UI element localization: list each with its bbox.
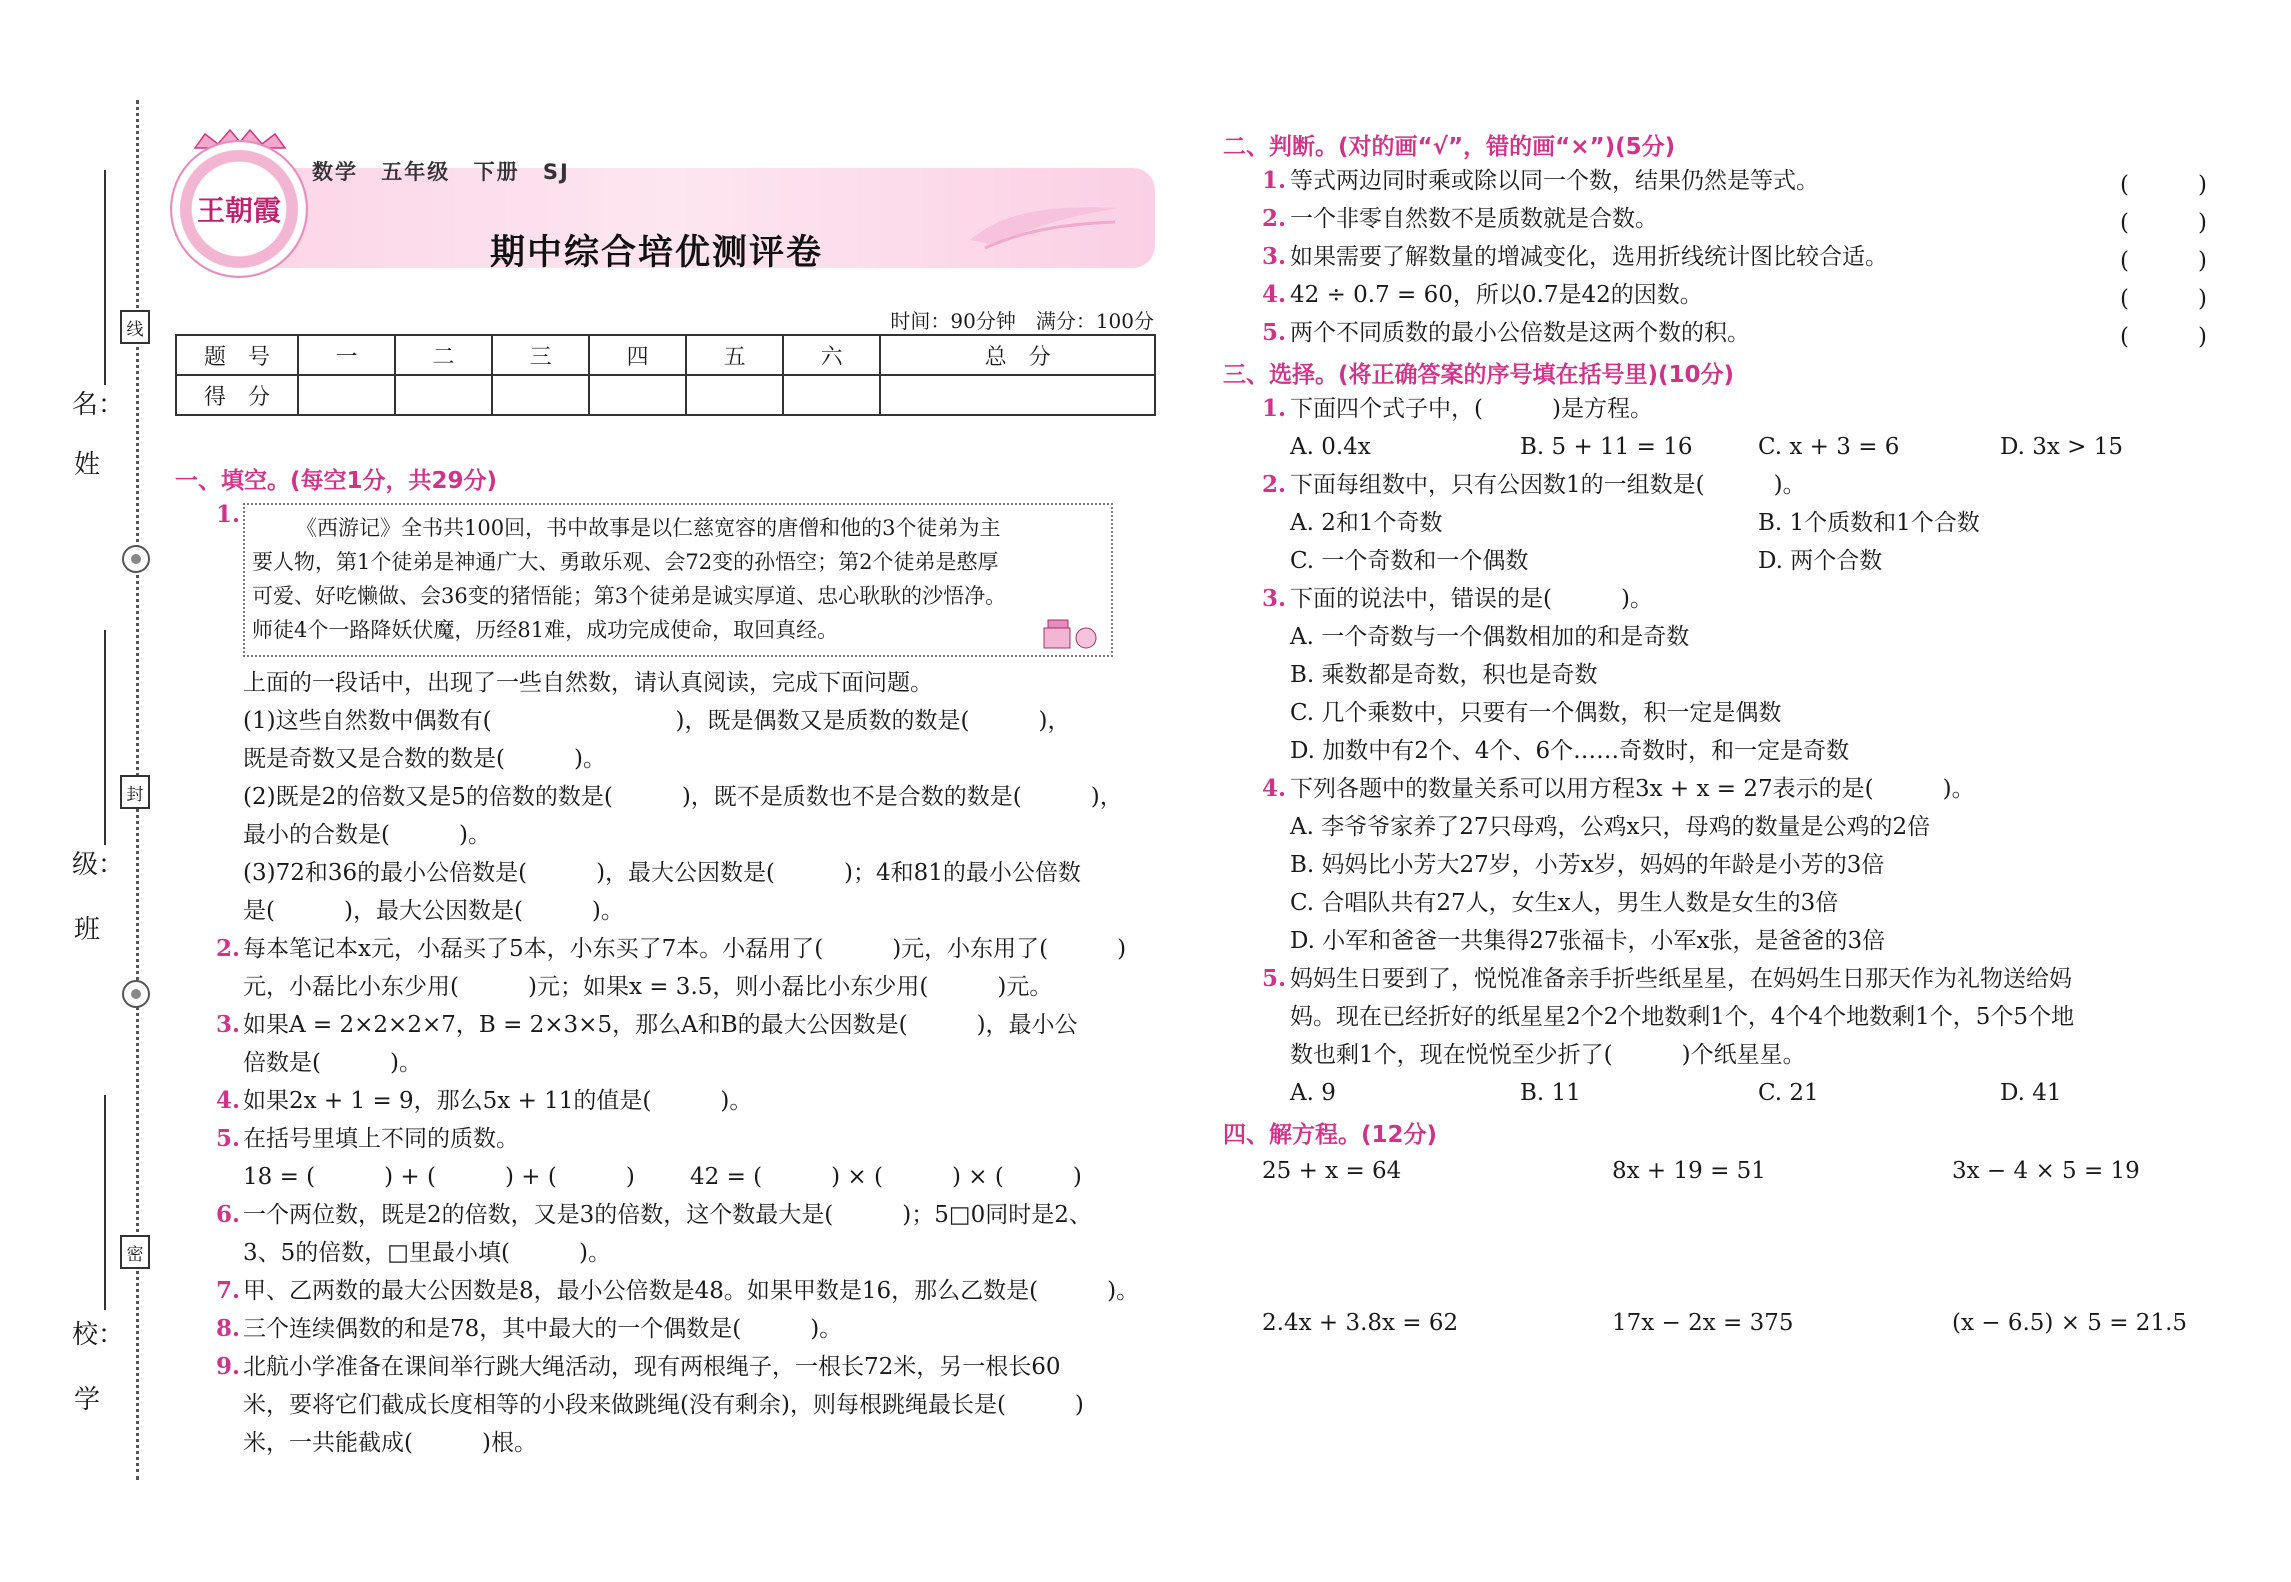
q3-line: 如果A = 2×2×2×7，B = 2×3×5，那么A和B的最大公因数是( )，最小公 [243, 1012, 1078, 1038]
q1-sub1-cont: 既是奇数又是合数的数是( )。 [243, 746, 606, 772]
choice-option: C. 一个奇数和一个偶数 [1290, 548, 1529, 574]
equation: (x − 6.5) × 5 = 21.5 [1952, 1310, 2188, 1336]
choice-option: D. 3x > 15 [2000, 434, 2124, 460]
q-number: 5. [216, 1125, 241, 1152]
books-decoration-icon [1040, 610, 1104, 650]
q-number: 2. [216, 935, 241, 962]
score-blank[interactable] [395, 375, 492, 415]
score-cell: 五 [686, 335, 783, 375]
score-cell: 四 [589, 335, 686, 375]
choice-option: A. 2和1个奇数 [1290, 510, 1443, 536]
q2-line: 元，小磊比小东少用( )元；如果x = 3.5，则小磊比小东少用( )元。 [243, 974, 1053, 1000]
q1-intro: 上面的一段话中，出现了一些自然数，请认真阅读，完成下面问题。 [243, 670, 933, 696]
name-blank [104, 170, 106, 385]
q-number: 3. [1262, 585, 1287, 612]
choice-option: A. 0.4x [1290, 434, 1371, 460]
equation: 3x − 4 × 5 = 19 [1952, 1158, 2140, 1184]
q5-eq-b: 42 = ( ) × ( ) × ( ) [690, 1164, 1082, 1190]
score-cell: 得 分 [176, 375, 298, 415]
q-number: 3. [1262, 243, 1287, 270]
section-4-heading: 四、解方程。(12分) [1223, 1122, 1438, 1148]
equation: 17x − 2x = 375 [1612, 1310, 1794, 1336]
score-blank[interactable] [783, 375, 880, 415]
school-label-2: 校： [72, 1320, 125, 1350]
choice-option: D. 加数中有2个、4个、6个……奇数时，和一定是奇数 [1290, 738, 1850, 764]
choice-option: C. 几个乘数中，只要有一个偶数，积一定是偶数 [1290, 700, 1782, 726]
judge-answer-blank[interactable]: ( ) [2120, 248, 2207, 274]
choice-question: 下面四个式子中，( )是方程。 [1290, 396, 1653, 422]
score-blank[interactable] [880, 375, 1155, 415]
choice-option: C. 合唱队共有27人，女生x人，男生人数是女生的3倍 [1290, 890, 1839, 916]
q5-line: 在括号里填上不同的质数。 [243, 1126, 519, 1152]
passage-line: 要人物，第1个徒弟是神通广大、勇敢乐观、会72变的孙悟空；第2个徒弟是憨厚 [252, 550, 999, 574]
score-cell: 六 [783, 335, 880, 375]
swoosh-decoration [965, 200, 1125, 250]
q-number: 2. [1262, 471, 1287, 498]
score-table [175, 334, 1156, 416]
q3-line: 倍数是( )。 [243, 1050, 422, 1076]
q4-line: 如果2x + 1 = 9，那么5x + 11的值是( )。 [243, 1088, 753, 1114]
judge-item: 等式两边同时乘或除以同一个数，结果仍然是等式。 [1290, 168, 1819, 194]
q-number: 4. [1262, 281, 1287, 308]
score-cell: 总 分 [880, 335, 1155, 375]
q8-line: 三个连续偶数的和是78，其中最大的一个偶数是( )。 [243, 1316, 843, 1342]
choice-option: C. x + 3 = 6 [1758, 434, 1900, 460]
binding-hole-1 [122, 545, 150, 573]
choice-option: A. 李爷爷家养了27只母鸡，公鸡x只，母鸡的数量是公鸡的2倍 [1290, 814, 1931, 840]
score-blank[interactable] [686, 375, 783, 415]
binding-hole-2 [122, 980, 150, 1008]
choice-question: 妈妈生日要到了，悦悦准备亲手折些纸星星，在妈妈生日那天作为礼物送给妈 [1290, 966, 2072, 992]
passage-line: 《西游记》全书共100回，书中故事是以仁慈宽容的唐僧和他的3个徒弟为主 [296, 516, 1001, 540]
class-blank [104, 630, 106, 845]
judge-answer-blank[interactable]: ( ) [2120, 172, 2207, 198]
q-number: 1. [1262, 395, 1287, 422]
q9-line: 北航小学准备在课间举行跳大绳活动，现有两根绳子，一根长72米，另一根长60 [243, 1354, 1061, 1380]
judge-item: 42 ÷ 0.7 = 60，所以0.7是42的因数。 [1290, 282, 1703, 308]
score-blank[interactable] [589, 375, 686, 415]
q1-sub3-cont: 是( )，最大公因数是( )。 [243, 898, 624, 924]
judge-answer-blank[interactable]: ( ) [2120, 324, 2207, 350]
score-cell: 二 [395, 335, 492, 375]
judge-item: 一个非零自然数不是质数就是合数。 [1290, 206, 1658, 232]
section-2-heading: 二、判断。(对的画“√”，错的画“×”)(5分) [1223, 134, 1676, 160]
score-blank[interactable] [298, 375, 395, 415]
time-info: 时间：90分钟 满分：100分 [890, 309, 1154, 333]
score-cell: 题 号 [176, 335, 298, 375]
judge-item: 两个不同质数的最小公倍数是这两个数的积。 [1290, 320, 1750, 346]
seal-label-seal: 封 [120, 775, 150, 809]
q1-sub1: (1)这些自然数中偶数有( )，既是偶数又是质数的数是( )， [243, 708, 1071, 734]
q-number: 3. [216, 1011, 241, 1038]
q-number: 1. [216, 501, 241, 528]
choice-question: 妈。现在已经折好的纸星星2个2个地数剩1个，4个4个地数剩1个，5个5个地 [1290, 1004, 2075, 1030]
choice-option: D. 小军和爸爸一共集得27张福卡，小军x张，是爸爸的3倍 [1290, 928, 1886, 954]
name-label-2: 名： [72, 390, 125, 420]
section-3-heading: 三、选择。(将正确答案的序号填在括号里)(10分) [1223, 362, 1735, 388]
q9-line: 米，要将它们截成长度相等的小段来做跳绳(没有剩余)，则每根跳绳最长是( ) [243, 1392, 1084, 1418]
score-table-header-row [176, 335, 1155, 375]
q1-sub3: (3)72和36的最小公倍数是( )，最大公因数是( )；4和81的最小公倍数 [243, 860, 1081, 886]
seal-label-line: 线 [120, 310, 150, 344]
q-number: 4. [1262, 775, 1287, 802]
subject-line: 数学 五年级 下册 SJ [312, 160, 570, 184]
q6-line: 3、5的倍数，□里最小填( )。 [243, 1240, 611, 1266]
score-blank[interactable] [492, 375, 589, 415]
choice-question: 数也剩1个，现在悦悦至少折了( )个纸星星。 [1290, 1042, 1806, 1068]
q2-line: 每本笔记本x元，小磊买了5本，小东买了7本。小磊用了( )元，小东用了( ) [243, 936, 1127, 962]
passage-line: 师徒4个一路降妖伏魔，历经81难，成功完成使命，取回真经。 [252, 618, 839, 642]
choice-option: D. 41 [2000, 1080, 2062, 1106]
q-number: 5. [1262, 319, 1287, 346]
q1-sub2-cont: 最小的合数是( )。 [243, 822, 491, 848]
q-number: 5. [1262, 965, 1287, 992]
q5-eq-a: 18 = ( ) + ( ) + ( ) [243, 1164, 635, 1190]
section-1-heading: 一、填空。(每空1分，共29分) [175, 468, 498, 494]
q6-line: 一个两位数，既是2的倍数，又是3的倍数，这个数最大是( )；5□0同时是2、 [243, 1202, 1092, 1228]
choice-option: B. 5 + 11 = 16 [1520, 434, 1693, 460]
choice-option: B. 1个质数和1个合数 [1758, 510, 1980, 536]
choice-option: B. 妈妈比小芳大27岁，小芳x岁，妈妈的年龄是小芳的3倍 [1290, 852, 1885, 878]
choice-option: C. 21 [1758, 1080, 1819, 1106]
judge-answer-blank[interactable]: ( ) [2120, 286, 2207, 312]
name-label-1: 姓 [73, 450, 100, 480]
equation: 8x + 19 = 51 [1612, 1158, 1766, 1184]
brand-logo [170, 140, 308, 278]
school-blank [104, 1095, 106, 1310]
choice-question: 下面每组数中，只有公因数1的一组数是( )。 [1290, 472, 1806, 498]
q-number: 7. [216, 1277, 241, 1304]
class-label-2: 级： [72, 850, 125, 880]
seal-label-secret: 密 [120, 1235, 150, 1269]
equation: 2.4x + 3.8x = 62 [1262, 1310, 1459, 1336]
score-table-score-row [176, 375, 1155, 415]
judge-answer-blank[interactable]: ( ) [2120, 210, 2207, 236]
school-label-1: 学 [73, 1385, 100, 1415]
score-cell: 三 [492, 335, 589, 375]
choice-option: B. 11 [1520, 1080, 1581, 1106]
judge-item: 如果需要了解数量的增减变化，选用折线统计图比较合适。 [1290, 244, 1888, 270]
choice-option: A. 9 [1290, 1080, 1336, 1106]
page-title: 期中综合培优测评卷 [490, 233, 824, 273]
class-label-1: 班 [73, 915, 100, 945]
q1-sub2: (2)既是2的倍数又是5的倍数的数是( )，既不是质数也不是合数的数是( )， [243, 784, 1123, 810]
choice-option: D. 两个合数 [1758, 548, 1883, 574]
q-number: 6. [216, 1201, 241, 1228]
passage-line: 可爱、好吃懒做、会36变的猪悟能；第3个徒弟是诚实厚道、忠心耿耿的沙悟净。 [252, 584, 1007, 608]
choice-option: A. 一个奇数与一个偶数相加的和是奇数 [1290, 624, 1690, 650]
logo-text: 王朝霞 [196, 194, 281, 227]
q-number: 4. [216, 1087, 241, 1114]
choice-question: 下面的说法中，错误的是( )。 [1290, 586, 1653, 612]
q-number: 9. [216, 1353, 241, 1380]
q-number: 2. [1262, 205, 1287, 232]
choice-question: 下列各题中的数量关系可以用方程3x + x = 27表示的是( )。 [1290, 776, 1975, 802]
q-number: 1. [1262, 167, 1287, 194]
equation: 25 + x = 64 [1262, 1158, 1402, 1184]
score-cell: 一 [298, 335, 395, 375]
q7-line: 甲、乙两数的最大公因数是8，最小公倍数是48。如果甲数是16，那么乙数是( )。 [243, 1278, 1140, 1304]
choice-option: B. 乘数都是奇数，积也是奇数 [1290, 662, 1598, 688]
q-number: 8. [216, 1315, 241, 1342]
q9-line: 米，一共能截成( )根。 [243, 1430, 537, 1456]
